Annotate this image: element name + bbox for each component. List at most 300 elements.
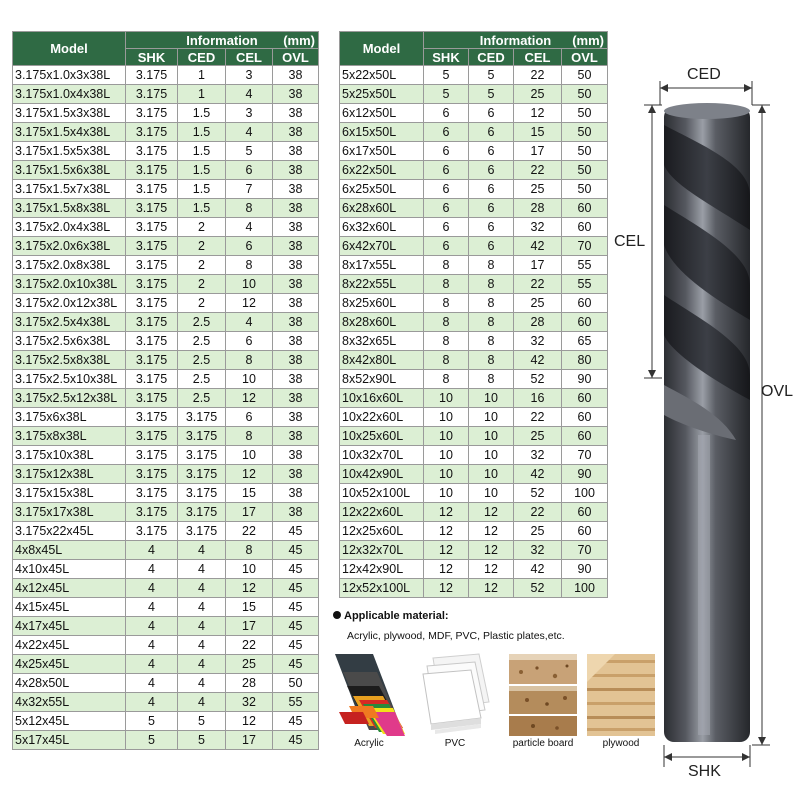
shk-cell: 8 [424, 351, 469, 370]
cel-cell: 28 [226, 674, 273, 693]
ovl-cell: 45 [273, 655, 319, 674]
model-cell: 4x8x45L [13, 541, 126, 560]
table-row [340, 427, 608, 446]
table-row [340, 484, 608, 503]
ovl-cell: 38 [273, 123, 319, 142]
shk-cell: 4 [126, 655, 178, 674]
cel-cell: 4 [226, 123, 273, 142]
model-header: Model [13, 32, 126, 66]
ced-cell: 6 [469, 142, 514, 161]
ovl-cell: 60 [562, 199, 608, 218]
table-row [13, 370, 319, 389]
shk-cell: 3.175 [126, 427, 178, 446]
ced-cell: 4 [178, 655, 226, 674]
shk-cell: 8 [424, 332, 469, 351]
shk-cell: 12 [424, 560, 469, 579]
table-row [13, 142, 319, 161]
ced-cell: 3.175 [178, 408, 226, 427]
shk-cell: 3.175 [126, 199, 178, 218]
model-cell: 4x15x45L [13, 598, 126, 617]
ovl-cell: 80 [562, 351, 608, 370]
cel-cell: 32 [514, 332, 562, 351]
model-cell: 10x32x70L [340, 446, 424, 465]
ovl-header: OVL [273, 49, 319, 66]
shk-cell: 6 [424, 199, 469, 218]
ovl-cell: 70 [562, 237, 608, 256]
table-row [13, 256, 319, 275]
ovl-cell: 45 [273, 579, 319, 598]
ced-cell: 12 [469, 522, 514, 541]
ced-cell: 12 [469, 503, 514, 522]
spec-table-left [12, 31, 319, 750]
ovl-cell: 38 [273, 313, 319, 332]
ced-cell: 1.5 [178, 104, 226, 123]
shk-cell: 4 [126, 617, 178, 636]
model-cell: 4x22x45L [13, 636, 126, 655]
table-row [340, 218, 608, 237]
shk-cell: 3.175 [126, 275, 178, 294]
end-mill-diagram [612, 55, 800, 800]
material-label-pvc: PVC [444, 738, 466, 749]
ced-cell: 2.5 [178, 351, 226, 370]
table-row [340, 104, 608, 123]
ced-cell: 4 [178, 693, 226, 712]
model-cell: 5x22x50L [340, 66, 424, 85]
model-cell: 3.175x2.0x8x38L [13, 256, 126, 275]
particle-board-image [507, 652, 579, 738]
table-row [13, 85, 319, 104]
cel-cell: 52 [514, 370, 562, 389]
table-row [340, 123, 608, 142]
cel-cell: 6 [226, 161, 273, 180]
cel-header: CEL [514, 49, 562, 66]
shk-cell: 3.175 [126, 446, 178, 465]
cel-cell: 6 [226, 237, 273, 256]
model-cell: 6x15x50L [340, 123, 424, 142]
cel-cell: 25 [514, 294, 562, 313]
model-cell: 12x25x60L [340, 522, 424, 541]
ced-cell: 3.175 [178, 427, 226, 446]
shk-cell: 10 [424, 408, 469, 427]
ced-cell: 5 [178, 712, 226, 731]
table-row [13, 408, 319, 427]
table-row [13, 693, 319, 712]
ced-cell: 10 [469, 484, 514, 503]
ced-cell: 1 [178, 85, 226, 104]
ced-cell: 4 [178, 636, 226, 655]
table-body [340, 66, 608, 598]
shk-cell: 12 [424, 541, 469, 560]
ced-header: CED [469, 49, 514, 66]
shk-cell: 8 [424, 313, 469, 332]
model-cell: 3.175x1.0x3x38L [13, 66, 126, 85]
shk-cell: 4 [126, 598, 178, 617]
ovl-cell: 90 [562, 465, 608, 484]
ovl-cell: 60 [562, 294, 608, 313]
table-row [13, 484, 319, 503]
ced-header: CED [178, 49, 226, 66]
ovl-cell: 70 [562, 446, 608, 465]
cel-cell: 7 [226, 180, 273, 199]
table-row [13, 579, 319, 598]
table-body [13, 66, 319, 750]
model-cell: 10x25x60L [340, 427, 424, 446]
model-cell: 6x12x50L [340, 104, 424, 123]
cel-cell: 12 [226, 465, 273, 484]
shk-cell: 3.175 [126, 123, 178, 142]
model-cell: 6x22x50L [340, 161, 424, 180]
shk-cell: 12 [424, 579, 469, 598]
ced-cell: 2 [178, 294, 226, 313]
cel-cell: 28 [514, 313, 562, 332]
ced-cell: 4 [178, 674, 226, 693]
ced-cell: 5 [178, 731, 226, 750]
table-row [13, 218, 319, 237]
ovl-cell: 38 [273, 199, 319, 218]
table-row [340, 503, 608, 522]
model-cell: 8x25x60L [340, 294, 424, 313]
table-row [340, 180, 608, 199]
information-header [126, 32, 319, 49]
ced-cell: 3.175 [178, 465, 226, 484]
shk-cell: 6 [424, 180, 469, 199]
shk-cell: 4 [126, 693, 178, 712]
ced-cell: 8 [469, 294, 514, 313]
cel-cell: 25 [514, 85, 562, 104]
model-cell: 3.175x2.5x8x38L [13, 351, 126, 370]
cel-cell: 22 [514, 66, 562, 85]
ovl-cell: 38 [273, 218, 319, 237]
model-cell: 8x52x90L [340, 370, 424, 389]
shk-cell: 12 [424, 503, 469, 522]
cel-cell: 32 [514, 218, 562, 237]
cel-cell: 22 [226, 636, 273, 655]
table-row [13, 66, 319, 85]
shk-cell: 4 [126, 674, 178, 693]
ced-cell: 12 [469, 541, 514, 560]
cel-cell: 3 [226, 66, 273, 85]
table-row [340, 66, 608, 85]
cel-cell: 17 [514, 142, 562, 161]
model-cell: 4x32x55L [13, 693, 126, 712]
table-row [13, 427, 319, 446]
cel-cell: 8 [226, 427, 273, 446]
shk-cell: 4 [126, 579, 178, 598]
ced-cell: 12 [469, 560, 514, 579]
model-cell: 12x22x60L [340, 503, 424, 522]
ovl-cell: 65 [562, 332, 608, 351]
shk-cell: 3.175 [126, 389, 178, 408]
ovl-cell: 38 [273, 142, 319, 161]
model-cell: 6x17x50L [340, 142, 424, 161]
ovl-cell: 70 [562, 541, 608, 560]
table-row [13, 503, 319, 522]
model-cell: 12x52x100L [340, 579, 424, 598]
ovl-cell: 50 [562, 104, 608, 123]
ovl-label: OVL [761, 383, 794, 400]
ovl-cell: 38 [273, 332, 319, 351]
model-cell: 3.175x2.0x10x38L [13, 275, 126, 294]
acrylic-sheets-image [333, 652, 405, 738]
ced-cell: 2.5 [178, 389, 226, 408]
shk-cell: 3.175 [126, 104, 178, 123]
table-row [13, 275, 319, 294]
model-cell: 3.175x12x38L [13, 465, 126, 484]
ovl-cell: 38 [273, 275, 319, 294]
model-cell: 4x12x45L [13, 579, 126, 598]
shk-cell: 3.175 [126, 313, 178, 332]
shk-cell: 12 [424, 522, 469, 541]
table-row [340, 465, 608, 484]
shk-cell: 10 [424, 389, 469, 408]
ced-cell: 1.5 [178, 161, 226, 180]
model-cell: 4x17x45L [13, 617, 126, 636]
ovl-cell: 55 [562, 256, 608, 275]
ovl-cell: 60 [562, 522, 608, 541]
shk-cell: 4 [126, 560, 178, 579]
ovl-cell: 38 [273, 465, 319, 484]
shk-cell: 8 [424, 256, 469, 275]
table-row [13, 351, 319, 370]
cel-cell: 12 [226, 712, 273, 731]
table-row [13, 161, 319, 180]
cel-cell: 8 [226, 199, 273, 218]
model-cell: 3.175x10x38L [13, 446, 126, 465]
ovl-cell: 38 [273, 85, 319, 104]
cel-cell: 25 [514, 427, 562, 446]
ovl-cell: 100 [562, 484, 608, 503]
cel-cell: 42 [514, 237, 562, 256]
cel-cell: 17 [514, 256, 562, 275]
cel-cell: 42 [514, 560, 562, 579]
cel-cell: 12 [514, 104, 562, 123]
model-cell: 3.175x1.0x4x38L [13, 85, 126, 104]
cel-cell: 32 [514, 541, 562, 560]
ovl-cell: 38 [273, 446, 319, 465]
ovl-cell: 45 [273, 560, 319, 579]
table-row [340, 370, 608, 389]
model-cell: 5x25x50L [340, 85, 424, 104]
shk-cell: 3.175 [126, 85, 178, 104]
ovl-cell: 38 [273, 256, 319, 275]
ced-cell: 4 [178, 617, 226, 636]
model-cell: 3.175x2.0x12x38L [13, 294, 126, 313]
ovl-cell: 45 [273, 712, 319, 731]
ced-cell: 8 [469, 275, 514, 294]
ovl-cell: 100 [562, 579, 608, 598]
ced-cell: 12 [469, 579, 514, 598]
bullet-icon [333, 611, 341, 619]
shk-cell: 3.175 [126, 408, 178, 427]
ovl-cell: 50 [562, 85, 608, 104]
cel-cell: 12 [226, 389, 273, 408]
shk-cell: 5 [126, 712, 178, 731]
model-cell: 3.175x2.0x6x38L [13, 237, 126, 256]
model-cell: 3.175x2.5x10x38L [13, 370, 126, 389]
cel-cell: 15 [226, 484, 273, 503]
shk-cell: 3.175 [126, 218, 178, 237]
cel-cell: 17 [226, 731, 273, 750]
model-cell: 8x22x55L [340, 275, 424, 294]
shk-cell: 3.175 [126, 237, 178, 256]
ced-cell: 10 [469, 446, 514, 465]
ovl-cell: 38 [273, 408, 319, 427]
table-row [13, 313, 319, 332]
ced-cell: 1.5 [178, 123, 226, 142]
ced-cell: 8 [469, 370, 514, 389]
cel-cell: 15 [514, 123, 562, 142]
model-cell: 10x22x60L [340, 408, 424, 427]
model-cell: 3.175x1.5x8x38L [13, 199, 126, 218]
shk-cell: 8 [424, 294, 469, 313]
table-row [340, 522, 608, 541]
ced-cell: 10 [469, 408, 514, 427]
model-cell: 8x42x80L [340, 351, 424, 370]
ced-cell: 8 [469, 256, 514, 275]
cel-cell: 28 [514, 199, 562, 218]
model-cell: 3.175x15x38L [13, 484, 126, 503]
table-row [13, 389, 319, 408]
ced-cell: 1.5 [178, 199, 226, 218]
cel-cell: 17 [226, 617, 273, 636]
ovl-cell: 60 [562, 218, 608, 237]
material-label-acrylic: Acrylic [354, 738, 384, 749]
table-row [13, 294, 319, 313]
table-row [13, 104, 319, 123]
table-row [13, 617, 319, 636]
shk-cell: 3.175 [126, 180, 178, 199]
shk-cell: 6 [424, 104, 469, 123]
model-cell: 5x12x45L [13, 712, 126, 731]
model-cell: 3.175x2.0x4x38L [13, 218, 126, 237]
cel-cell: 3 [226, 104, 273, 123]
table-row [340, 351, 608, 370]
table-row [340, 313, 608, 332]
shk-cell: 3.175 [126, 370, 178, 389]
model-cell: 3.175x22x45L [13, 522, 126, 541]
ovl-cell: 38 [273, 427, 319, 446]
ovl-cell: 90 [562, 370, 608, 389]
table-row [340, 408, 608, 427]
shk-label: SHK [688, 763, 721, 780]
unit-label: (mm) [283, 32, 315, 48]
ced-cell: 6 [469, 104, 514, 123]
model-cell: 3.175x1.5x3x38L [13, 104, 126, 123]
ovl-cell: 38 [273, 104, 319, 123]
ced-cell: 3.175 [178, 522, 226, 541]
ovl-cell: 38 [273, 389, 319, 408]
table-row [340, 294, 608, 313]
ovl-header: OVL [562, 49, 608, 66]
shk-cell: 5 [424, 85, 469, 104]
ovl-cell: 60 [562, 408, 608, 427]
model-header: Model [340, 32, 424, 66]
cel-cell: 25 [514, 180, 562, 199]
cel-cell: 15 [226, 598, 273, 617]
model-cell: 10x52x100L [340, 484, 424, 503]
material-heading-text: Applicable material: [344, 610, 449, 622]
ced-cell: 4 [178, 598, 226, 617]
ced-cell: 6 [469, 237, 514, 256]
table-row [13, 332, 319, 351]
shk-cell: 6 [424, 142, 469, 161]
shk-header: SHK [126, 49, 178, 66]
table-row [13, 446, 319, 465]
ced-cell: 8 [469, 332, 514, 351]
shk-cell: 3.175 [126, 484, 178, 503]
cel-cell: 17 [226, 503, 273, 522]
model-cell: 8x32x65L [340, 332, 424, 351]
table-row [340, 332, 608, 351]
model-cell: 3.175x1.5x6x38L [13, 161, 126, 180]
cel-cell: 22 [514, 275, 562, 294]
spec-table-right [339, 31, 608, 598]
table-row [13, 636, 319, 655]
table-row [340, 560, 608, 579]
shk-cell: 3.175 [126, 142, 178, 161]
ced-cell: 6 [469, 199, 514, 218]
ced-cell: 4 [178, 541, 226, 560]
material-label-plywood: plywood [602, 738, 640, 749]
ovl-cell: 45 [273, 617, 319, 636]
ovl-cell: 50 [273, 674, 319, 693]
ovl-cell: 55 [273, 693, 319, 712]
model-cell: 4x25x45L [13, 655, 126, 674]
model-cell: 3.175x2.5x6x38L [13, 332, 126, 351]
cel-cell: 42 [514, 351, 562, 370]
table-row [340, 446, 608, 465]
model-cell: 6x28x60L [340, 199, 424, 218]
cel-cell: 42 [514, 465, 562, 484]
table-row [340, 541, 608, 560]
shk-cell: 3.175 [126, 161, 178, 180]
table-row [13, 465, 319, 484]
material-list: Acrylic, plywood, MDF, PVC, Plastic plates,etc. [347, 630, 565, 642]
shk-cell: 3.175 [126, 465, 178, 484]
model-cell: 3.175x2.5x4x38L [13, 313, 126, 332]
table-row [340, 389, 608, 408]
shk-cell: 8 [424, 370, 469, 389]
shk-cell: 10 [424, 446, 469, 465]
ced-cell: 10 [469, 465, 514, 484]
cel-cell: 25 [514, 522, 562, 541]
model-cell: 5x17x45L [13, 731, 126, 750]
shk-cell: 3.175 [126, 66, 178, 85]
shk-cell: 6 [424, 237, 469, 256]
ced-cell: 2 [178, 256, 226, 275]
cel-cell: 10 [226, 560, 273, 579]
ovl-cell: 45 [273, 541, 319, 560]
model-cell: 8x28x60L [340, 313, 424, 332]
ovl-cell: 38 [273, 503, 319, 522]
ced-cell: 4 [178, 560, 226, 579]
ovl-cell: 50 [562, 142, 608, 161]
model-cell: 3.175x17x38L [13, 503, 126, 522]
information-label: Information [186, 32, 258, 48]
model-cell: 8x17x55L [340, 256, 424, 275]
ced-cell: 1 [178, 66, 226, 85]
ced-cell: 6 [469, 180, 514, 199]
model-cell: 10x16x60L [340, 389, 424, 408]
ovl-cell: 60 [562, 313, 608, 332]
ovl-cell: 38 [273, 237, 319, 256]
material-heading [333, 610, 449, 622]
table-row [13, 598, 319, 617]
table-row [13, 522, 319, 541]
cel-cell: 32 [226, 693, 273, 712]
ced-cell: 1.5 [178, 180, 226, 199]
table-row [340, 579, 608, 598]
